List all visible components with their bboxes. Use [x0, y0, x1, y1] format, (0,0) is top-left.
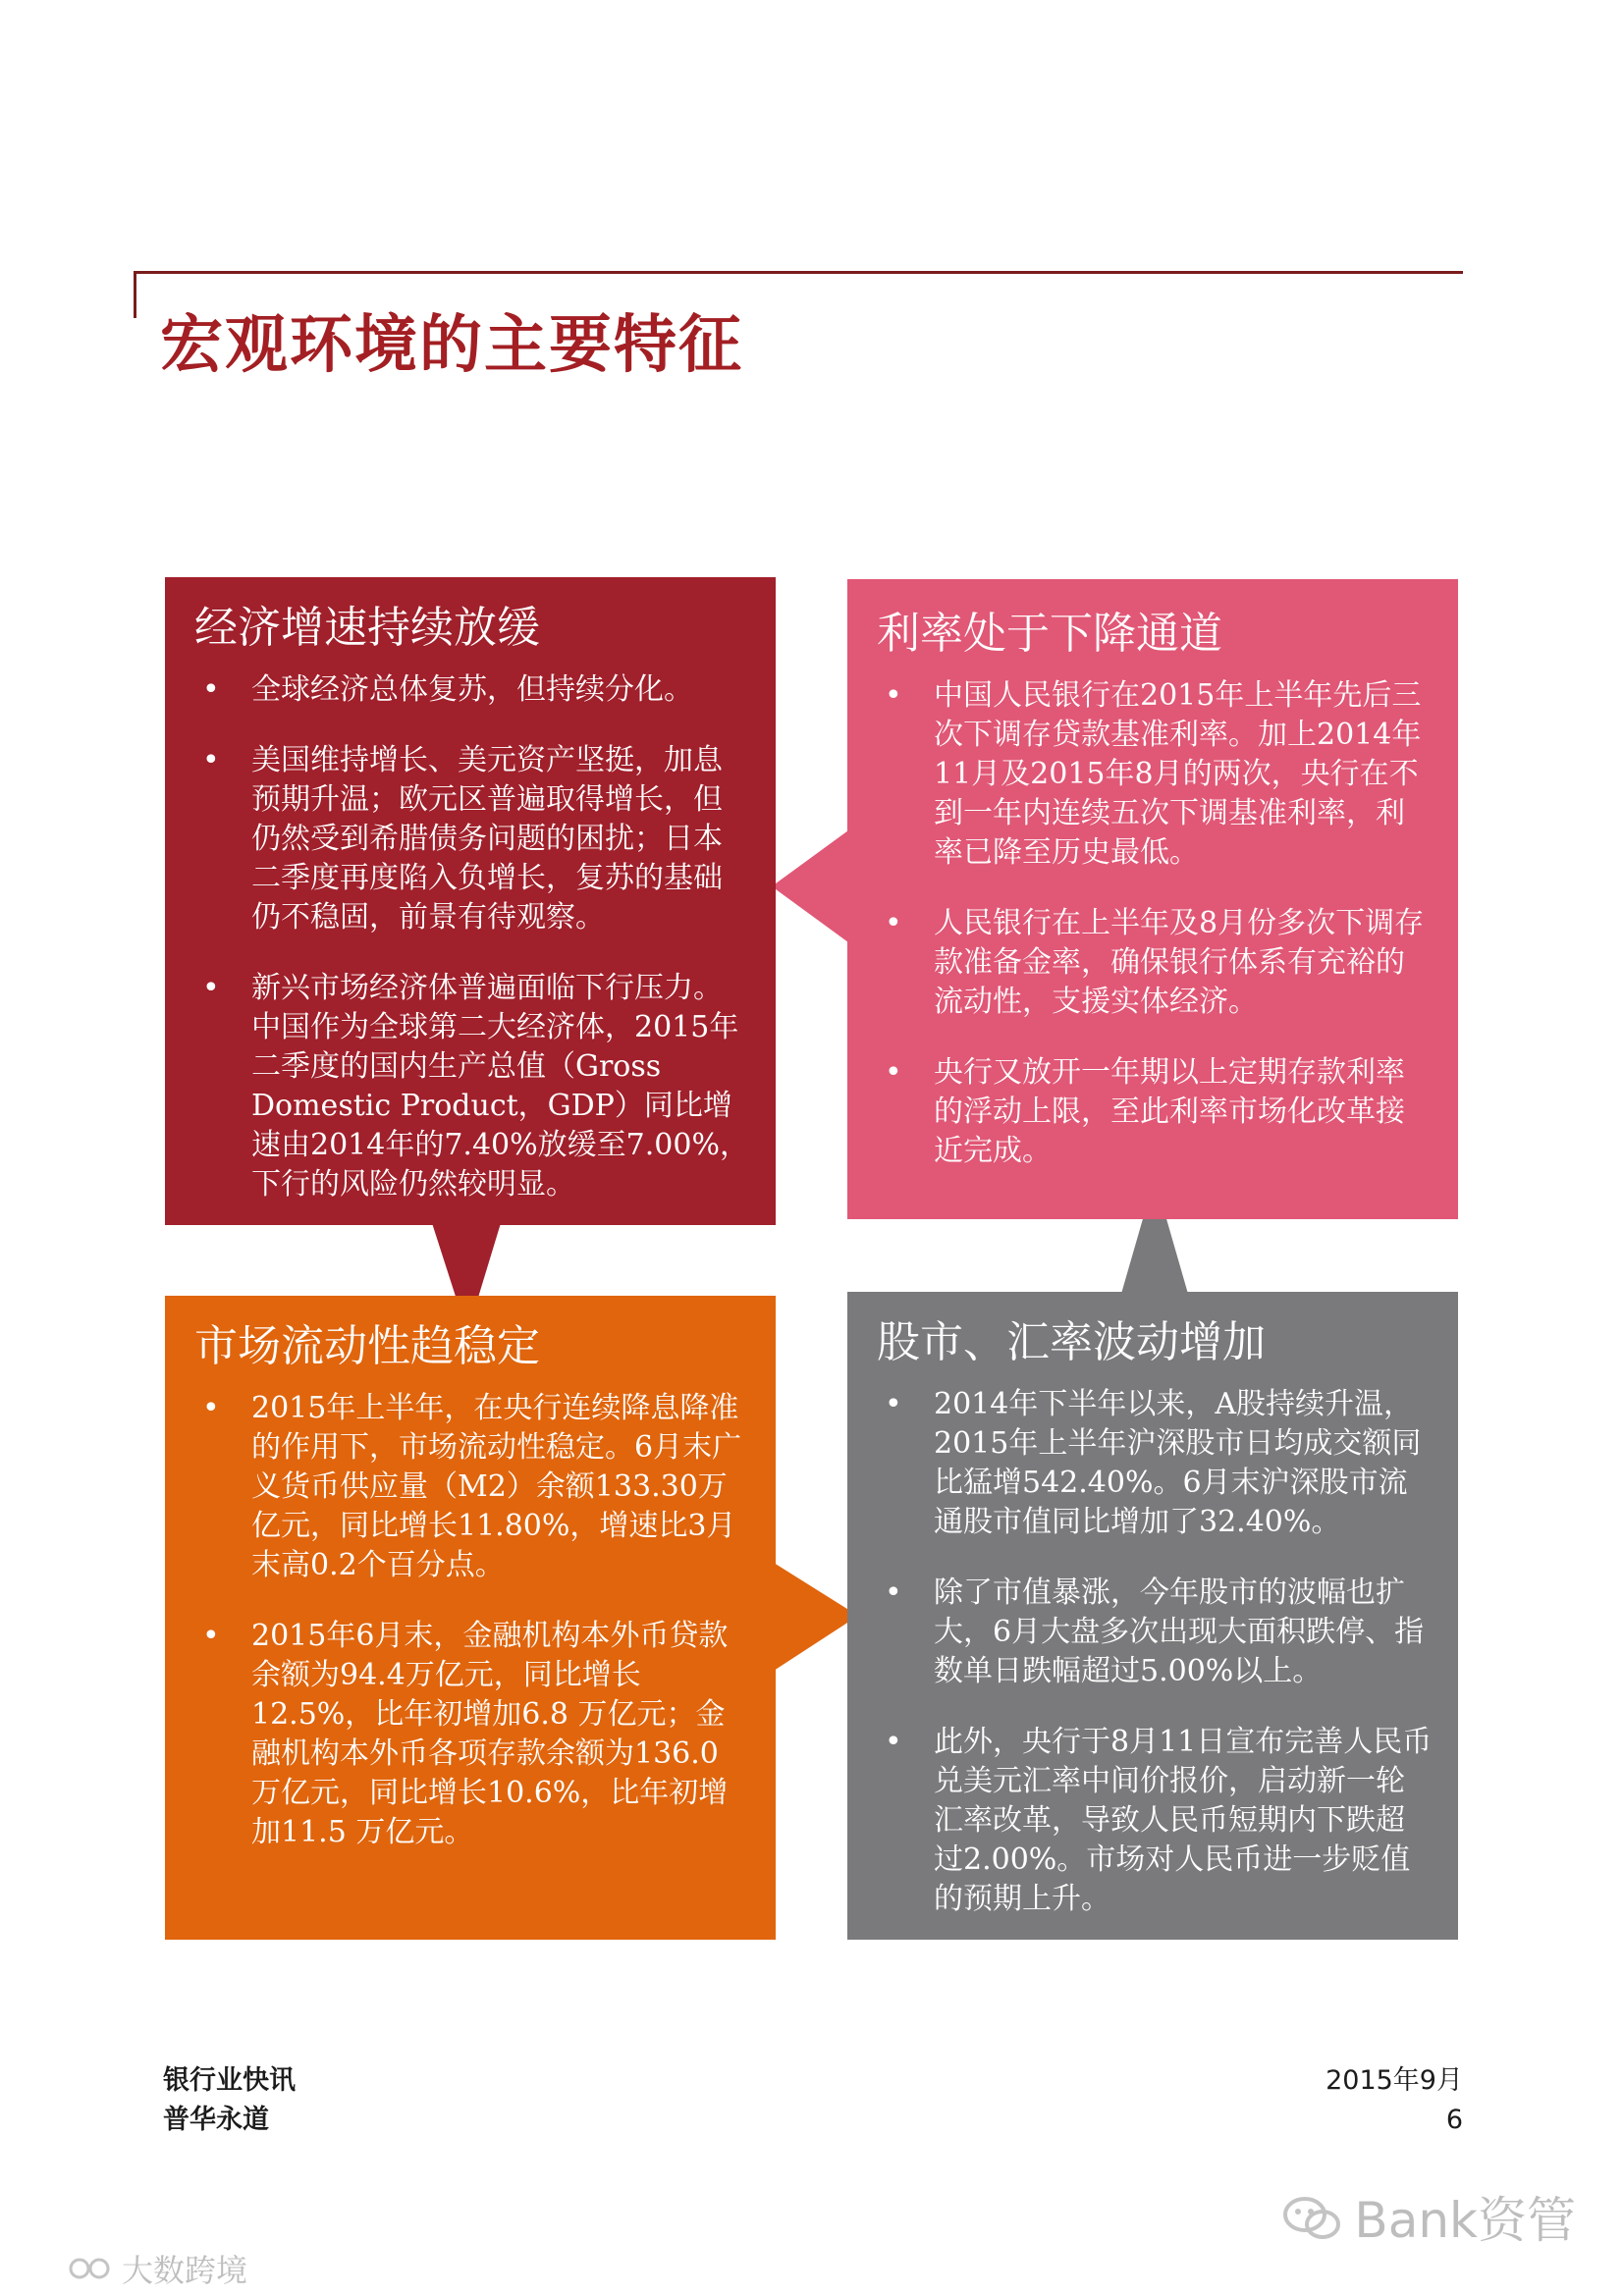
panel-title: 利率处于下降通道 [877, 609, 1222, 659]
watermark-bank [1281, 2181, 1576, 2256]
rate-pointer [772, 830, 848, 942]
logo-icon [69, 2254, 112, 2291]
publication-name: 银行业快讯 [163, 2065, 296, 2096]
bullet-item: • 新兴市场经济体普遍面临下行压力。中国作为全球第二大经济体，2015年二季度的国内生产总值（Gross Domestic Product，GDP）同比增速由2014年的7.40%放缓至7.00%，下行的风险仍然较明显。 [194, 969, 750, 1204]
panel-title: 经济增速持续放缓 [194, 603, 540, 653]
panel-market-liquidity [165, 1296, 776, 1940]
footer-left [163, 2061, 296, 2140]
watermark-dashu [69, 2246, 247, 2291]
wechat-icon [1281, 2193, 1344, 2256]
footer-right [1325, 2061, 1463, 2140]
bullet-item: • 中国人民银行在2015年上半年先后三次下调存贷款基准利率。加上2014年11月及2015年8月的两次，央行在不到一年内连续五次下调基准利率，利率已降至历史最低。 [877, 676, 1433, 873]
bullet-item: • 2015年6月末，金融机构本外币贷款余额为94.4万亿元，同比增长12.5%，比年初增加6.8 万亿元；金融机构本外币各项存款余额为136.0 万亿元，同比增长10.6%，比年初增加11.5 万亿元。 [194, 1617, 750, 1852]
bullet-item: • 美国维持增长、美元资产坚挺，加息预期升温；欧元区普遍取得增长，但仍然受到希腊债务问题的困扰；日本二季度再度陷入负增长，复苏的基础仍不稳固，前景有待观察。 [194, 741, 750, 937]
bullet-list [877, 1385, 1433, 1919]
panel-title: 股市、汇率波动增加 [877, 1317, 1266, 1367]
page-title: 宏观环境的主要特征 [160, 308, 743, 382]
bullet-item: • 央行又放开一年期以上定期存款利率的浮动上限，至此利率市场化改革接近完成。 [877, 1053, 1433, 1171]
bullet-item: • 此外，央行于8月11日宣布完善人民币兑美元汇率中间价报价，启动新一轮汇率改革，导致人民币短期内下跌超过2.00%。市场对人民币进一步贬值的预期上升。 [877, 1723, 1433, 1919]
panel-title: 市场流动性趋稳定 [194, 1321, 540, 1371]
panel-interest-rate [847, 579, 1458, 1219]
watermark-bank-text: Bank资管 [1354, 2192, 1576, 2249]
liquidity-pointer [774, 1563, 858, 1671]
publication-date: 2015年9月 [1325, 2065, 1463, 2096]
bullet-item: • 2015年上半年，在央行连续降息降准的作用下，市场流动性稳定。6月末广义货币供应量（M2）余额133.30万亿元，同比增长11.80%，增速比3月末高0.2个百分点。 [194, 1389, 750, 1585]
bullet-list [194, 1389, 750, 1852]
bullet-item: • 人民银行在上半年及8月份多次下调存款准备金率，确保银行体系有充裕的流动性，支援实体经济。 [877, 904, 1433, 1022]
bullet-item: • 除了市值暴涨，今年股市的波幅也扩大，6月大盘多次出现大面积跌停、指数单日跌幅超过5.00%以上。 [877, 1574, 1433, 1691]
panel-economic-growth [165, 577, 776, 1225]
bullet-item: • 2014年下半年以来，A股持续升温，2015年上半年沪深股市日均成交额同比猛增542.40%。6月末沪深股市流通股市值同比增加了32.40%。 [877, 1385, 1433, 1542]
brand-name: 普华永道 [163, 2105, 269, 2135]
bullet-item: • 全球经济总体复苏，但持续分化。 [194, 670, 750, 710]
watermark-dashu-text: 大数跨境 [122, 2252, 248, 2289]
panel-stock-fx-volatility [847, 1292, 1458, 1940]
bullet-list [194, 670, 750, 1204]
page-number: 6 [1445, 2105, 1463, 2135]
bullet-list [877, 676, 1433, 1171]
